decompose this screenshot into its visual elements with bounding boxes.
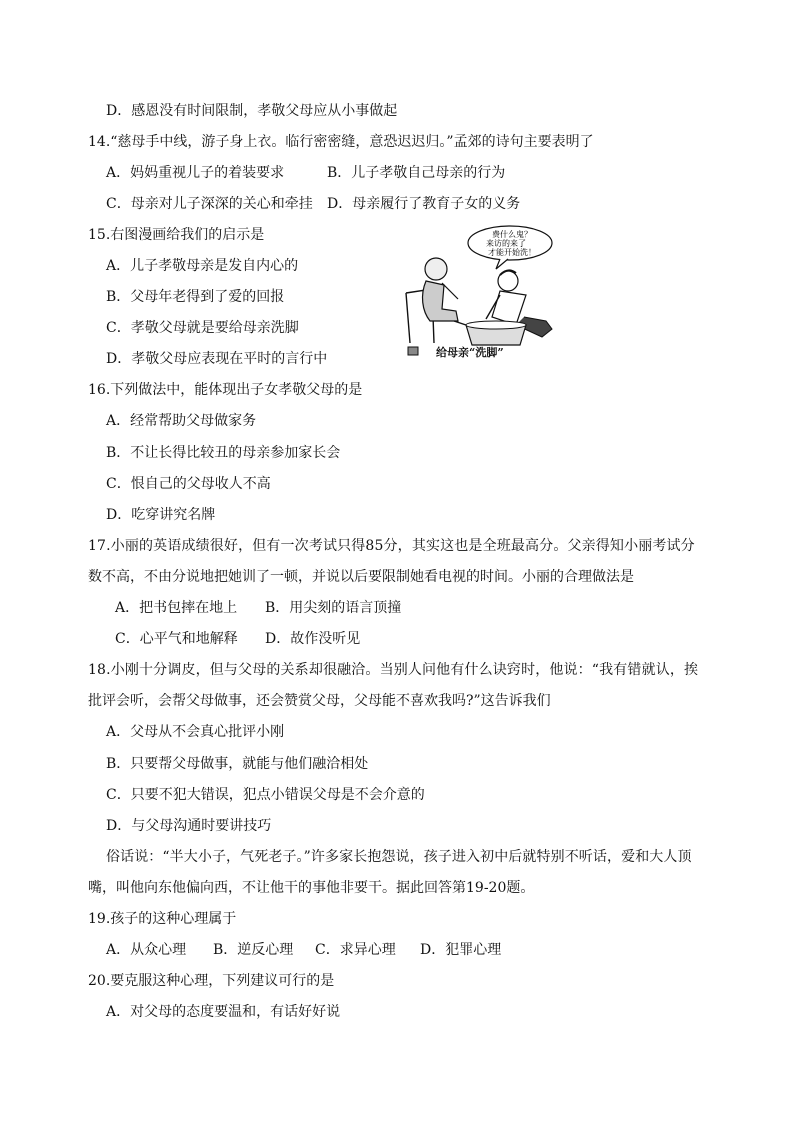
q14-option-b: B．儿子孝敬自己母亲的行为 xyxy=(327,165,506,181)
q15-option-d: D．孝敬父母应表现在平时的言行中 xyxy=(106,351,328,367)
q17-option-b: B．用尖刻的语言顶撞 xyxy=(265,600,402,616)
q16-option-b: B．不让长得比较丑的母亲参加家长会 xyxy=(106,445,341,461)
bubble-line-2: 来访的来了 xyxy=(486,239,526,248)
q19-option-c: C．求异心理 xyxy=(315,942,396,958)
q17-stem-line-1: 17.小丽的英语成绩很好，但有一次考试只得85分，其实这也是全班最高分。父亲得知小丽考试分 xyxy=(88,538,695,554)
passage-line-1: 俗话说：“半大小子，气死老子。”许多家长抱怨说，孩子进入初中后就特别不听话，爱和大人顶 xyxy=(106,849,692,865)
q15-option-c: C．孝敬父母就是要给母亲洗脚 xyxy=(106,320,299,336)
bubble-line-3: 才能开始洗！ xyxy=(488,248,536,257)
q16-option-a: A．经常帮助父母做家务 xyxy=(106,413,257,429)
q13-option-d: D．感恩没有时间限制，孝敬父母应从小事做起 xyxy=(106,103,398,119)
q14-option-a: A．妈妈重视儿子的着装要求 xyxy=(106,165,285,181)
q18-option-b: B．只要帮父母做事，就能与他们融洽相处 xyxy=(106,756,369,772)
q17-option-a: A．把书包摔在地上 xyxy=(115,600,238,616)
q18-option-d: D．与父母沟通时要讲技巧 xyxy=(106,818,272,834)
q19-stem: 19.孩子的这种心理属于 xyxy=(88,911,237,927)
q18-stem-line-1: 18.小刚十分调皮，但与父母的关系却很融洽。当别人问他有什么诀窍时，他说：“我有错就认，挨 xyxy=(88,662,699,678)
q15-stem: 15.右图漫画给我们的启示是 xyxy=(88,227,265,243)
q15-option-b: B．父母年老得到了爱的回报 xyxy=(106,289,285,305)
bubble-line-1: 费什么鬼？ xyxy=(492,230,532,239)
q16-stem: 16.下列做法中，能体现出子女孝敬父母的是 xyxy=(88,382,363,398)
q18-option-c: C．只要不犯大错误，犯点小错误父母是不会介意的 xyxy=(106,787,425,803)
q20-option-a: A．对父母的态度要温和，有话好好说 xyxy=(106,1004,341,1020)
q19-option-b: B．逆反心理 xyxy=(213,942,294,958)
q14-stem: 14.“慈母手中线，游子身上衣。临行密密缝，意恐迟迟归。”孟郊的诗句主要表明了 xyxy=(88,134,594,150)
q14-option-c: C．母亲对儿子深深的关心和牵挂 xyxy=(106,196,313,212)
q18-option-a: A．父母从不会真心批评小刚 xyxy=(106,724,285,740)
q16-option-d: D．吃穿讲究名牌 xyxy=(106,507,216,523)
q19-option-a: A．从众心理 xyxy=(106,942,187,958)
passage-line-2: 嘴，叫他向东他偏向西，不让他干的事他非要干。据此回答第19-20题。 xyxy=(88,880,535,896)
q17-option-c: C．心平气和地解释 xyxy=(115,631,238,647)
q17-option-d: D．故作没听见 xyxy=(265,631,361,647)
q15-option-a: A．儿子孝敬母亲是发自内心的 xyxy=(106,258,299,274)
q16-option-c: C．恨自己的父母收人不高 xyxy=(106,476,271,492)
q18-stem-line-2: 批评会听，会帮父母做事，还会赞赏父母，父母能不喜欢我吗?”这告诉我们 xyxy=(88,693,551,709)
q14-option-d: D．母亲履行了教育子女的义务 xyxy=(327,196,521,212)
q17-stem-line-2: 数不高，不由分说地把她训了一顿，并说以后要限制她看电视的时间。小丽的合理做法是 xyxy=(88,569,634,585)
q20-stem: 20.要克服这种心理，下列建议可行的是 xyxy=(88,973,335,989)
cartoon-caption: 给母亲“洗脚” xyxy=(436,346,504,359)
cartoon-image xyxy=(396,225,566,360)
q19-option-d: D．犯罪心理 xyxy=(420,942,502,958)
